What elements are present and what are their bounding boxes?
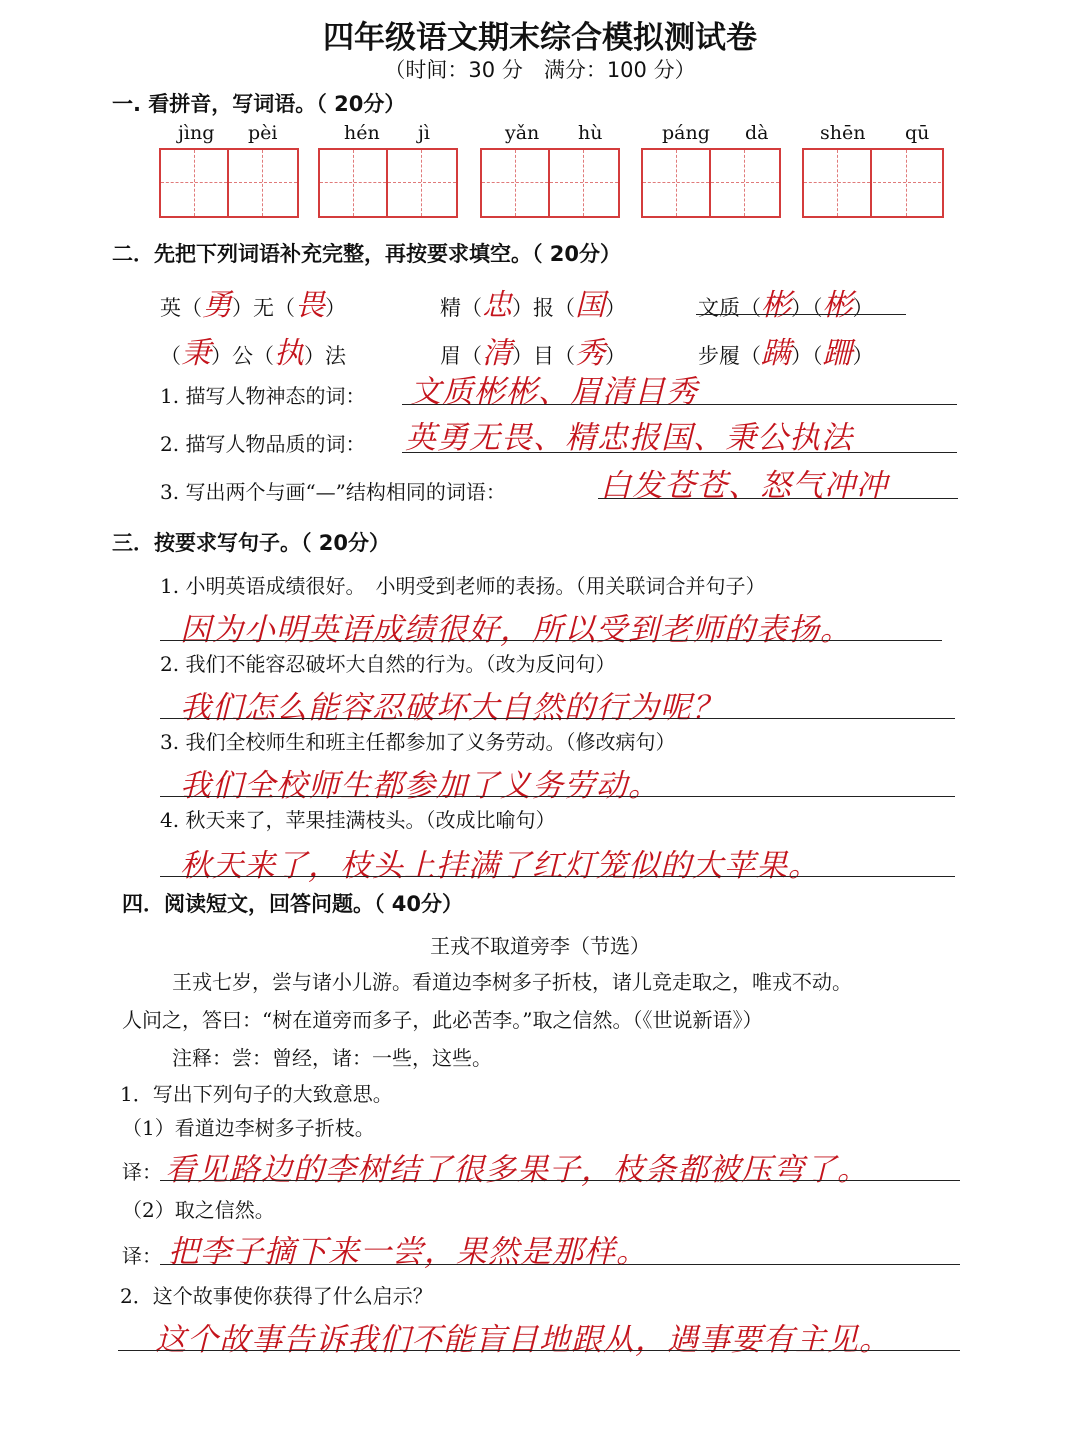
- answer-char: 执: [274, 336, 304, 371]
- idiom-item: 步履（蹒）（跚）: [698, 336, 874, 371]
- page-title: 四年级语文期末综合模拟测试卷: [323, 20, 757, 56]
- question-text: （2）取之信然。: [122, 1198, 275, 1222]
- answer-line: [598, 498, 958, 499]
- answer-text: 白发苍苍、怒气冲冲: [600, 468, 888, 504]
- answer-line: [160, 640, 942, 641]
- question-label: 1. 描写人物神态的词：: [160, 384, 366, 408]
- question-text: 3. 我们全校师生和班主任都参加了义务劳动。（修改病句）: [160, 730, 676, 754]
- idiom-item: 眉（清）目（秀）: [440, 336, 626, 371]
- passage-note: 注释：尝：曾经，诸：一些，这些。: [172, 1046, 492, 1070]
- passage-line: 王戎七岁，尝与诸小儿游。看道边李树多子折枝，诸儿竞走取之，唯戎不动。: [172, 970, 852, 994]
- idiom-item: 精（忠）报（国）: [440, 288, 626, 323]
- passage-title: 王戎不取道旁李（节选）: [430, 934, 650, 958]
- writing-box: [802, 148, 944, 218]
- question-text: 1．写出下列句子的大致意思。: [120, 1082, 393, 1106]
- translate-prefix: 译：: [122, 1160, 162, 1184]
- answer-text: 这个故事告诉我们不能盲目地跟从，遇事要有主见。: [155, 1322, 891, 1358]
- pinyin: jì: [418, 122, 430, 144]
- answer-line: [160, 1180, 960, 1181]
- answer-text: 看见路边的李树结了很多果子，枝条都被压弯了。: [165, 1152, 869, 1188]
- question-text: （1）看道边李树多子折枝。: [122, 1116, 375, 1140]
- exam-info: （时间：30 分 满分：100 分）: [384, 58, 696, 82]
- answer-text: 把李子摘下来一尝，果然是那样。: [168, 1234, 648, 1270]
- answer-line: [402, 452, 957, 453]
- answer-char: 国: [575, 288, 605, 323]
- answer-text: 英勇无畏、精忠报国、秉公执法: [405, 420, 853, 456]
- answer-char: 忠: [482, 288, 512, 323]
- answer-char: 蹒: [761, 336, 791, 371]
- writing-box: [159, 148, 299, 218]
- answer-line: [160, 718, 955, 719]
- question-label: 3. 写出两个与画“—”结构相同的词语：: [160, 480, 506, 504]
- question-label: 2. 描写人物品质的词：: [160, 432, 366, 456]
- answer-char: 清: [482, 336, 512, 371]
- section1-heading: 一. 看拼音，写词语。（ 20分）: [112, 92, 406, 116]
- answer-text: 我们全校师生都参加了义务劳动。: [180, 768, 660, 804]
- question-text: 2．这个故事使你获得了什么启示？: [120, 1284, 433, 1308]
- answer-text: 文质彬彬、眉清目秀: [410, 374, 698, 410]
- passage-line: 人问之，答曰：“树在道旁而多子，此必苦李。”取之信然。（《世说新语》）: [122, 1008, 763, 1032]
- pinyin: hù: [578, 122, 603, 144]
- idiom-item: （秉）公（执）法: [160, 336, 346, 371]
- answer-text: 秋天来了，枝头上挂满了红灯笼似的大苹果。: [180, 848, 820, 884]
- pinyin: dà: [745, 122, 769, 144]
- question-text: 1. 小明英语成绩很好。 小明受到老师的表扬。（用关联词合并句子）: [160, 574, 766, 598]
- answer-char: 秀: [575, 336, 605, 371]
- section4-heading: 四．阅读短文，回答问题。（ 40分）: [122, 892, 464, 916]
- pinyin: qū: [905, 122, 930, 144]
- idiom-item: 英（勇）无（畏）: [160, 288, 346, 323]
- section2-heading: 二．先把下列词语补充完整，再按要求填空。（ 20分）: [112, 242, 622, 266]
- answer-line: [160, 876, 955, 877]
- translate-prefix: 译：: [122, 1244, 162, 1268]
- answer-line: [160, 796, 955, 797]
- underline: [696, 314, 906, 315]
- answer-line: [402, 404, 957, 405]
- pinyin: jìng: [178, 122, 215, 144]
- answer-char: 秉: [181, 336, 211, 371]
- section3-heading: 三．按要求写句子。（ 20分）: [112, 531, 391, 555]
- answer-char: 彬: [761, 288, 791, 323]
- answer-char: 跚: [822, 336, 853, 371]
- writing-box: [480, 148, 620, 218]
- answer-line: [160, 1264, 960, 1265]
- pinyin: páng: [662, 122, 710, 144]
- pinyin: pèi: [248, 122, 278, 144]
- question-text: 2. 我们不能容忍破坏大自然的行为。（改为反问句）: [160, 652, 616, 676]
- writing-box: [318, 148, 458, 218]
- pinyin: yǎn: [505, 122, 540, 144]
- answer-text: 因为小明英语成绩很好，所以受到老师的表扬。: [180, 612, 852, 648]
- writing-box: [641, 148, 781, 218]
- answer-char: 彬: [822, 288, 853, 323]
- pinyin: shēn: [820, 122, 866, 144]
- answer-char: 畏: [295, 288, 325, 323]
- answer-line: [118, 1350, 960, 1351]
- answer-text: 我们怎么能容忍破坏大自然的行为呢？: [180, 690, 724, 726]
- idiom-item: 文质（彬）（彬）: [698, 288, 874, 323]
- question-text: 4. 秋天来了，苹果挂满枝头。（改成比喻句）: [160, 808, 556, 832]
- pinyin: hén: [344, 122, 380, 144]
- answer-char: 勇: [202, 288, 232, 323]
